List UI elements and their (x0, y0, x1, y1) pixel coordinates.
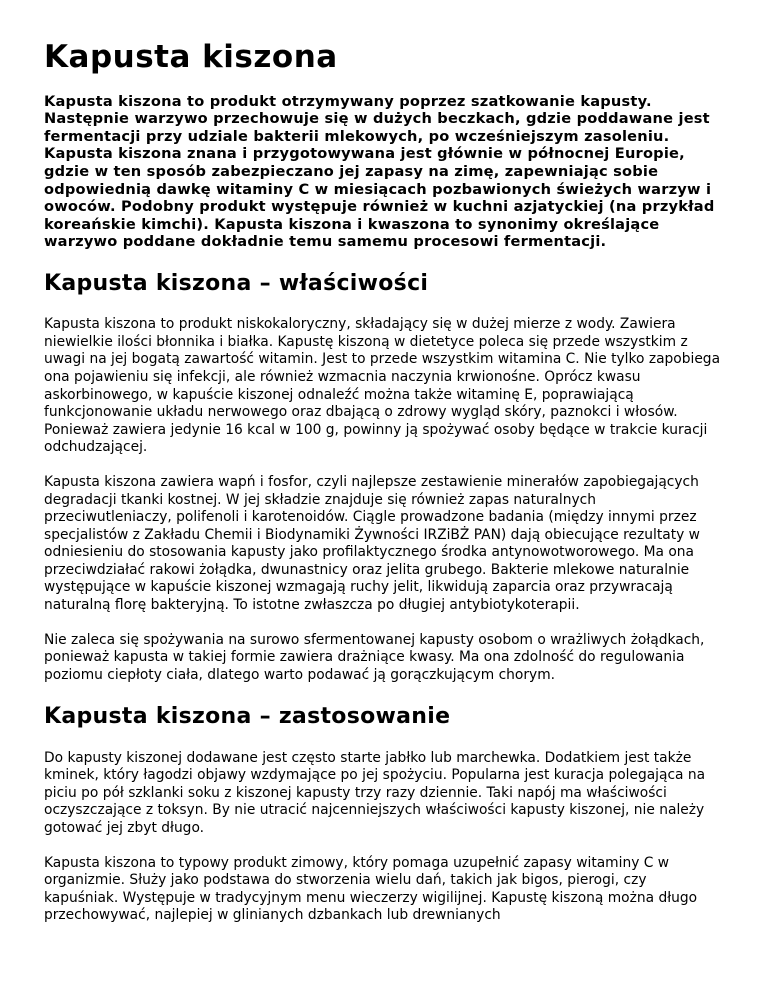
paragraph-zastosowanie-1: Do kapusty kiszonej dodawane jest często starte jabłko lub marchewka. Dodatkiem jest także kminek, który łagodzi objawy wzdymające po jej spożyciu. Popularna jest kuracja polegająca na piciu po pół szklanki soku z kiszonej kapusty trzy razy dziennie. Taki napój ma właściwości oczyszczające z toksyn. By nie utracić najcenniejszych właściwości kapusty kiszonej, nie należy gotować jej zbyt długo. (44, 749, 706, 837)
paragraph-wlasciwosci-3: Nie zaleca się spożywania na surowo sfermentowanej kapusty osobom o wrażliwych żołądkach, ponieważ kapusta w takiej formie zawiera drażniące kwasy. Ma ona zdolność do regulowania poziomu ciepłoty ciała, dlatego warto podawać ją gorączkującym chorym. (44, 631, 705, 683)
section-heading-wlasciwosci: Kapusta kiszona – właściwości (44, 270, 429, 296)
intro-paragraph: Kapusta kiszona to produkt otrzymywany poprzez szatkowanie kapusty. Następnie warzywo przechowuje się w dużych beczkach, gdzie poddawane jest fermentacji przy udziale bakterii mlekowych, po wcześniejszym zasoleniu. Kapusta kiszona znana i przygotowywana jest głównie w północnej Europie, gdzie w ten sposób zabezpieczano jej zapasy na zimę, zapewniając sobie odpowiednią dawkę witaminy C w miesiącach pozbawionych świeżych warzyw i owoców. Podobny produkt występuje również w kuchni azjatyckiej (na przykład koreańskie kimchi). Kapusta kiszona i kwaszona to synonimy określające warzywo poddane dokładnie temu samemu procesowi fermentacji. (44, 92, 715, 251)
paragraph-wlasciwosci-1: Kapusta kiszona to produkt niskokaloryczny, składający się w dużej mierze z wody. Zawiera niewielkie ilości błonnika i białka. Kapustę kiszoną w dietetyce poleca się przede wszystkim z uwagi na jej bogatą zawartość witamin. Jest to przede wszystkim witamina C. Nie tylko zapobiega ona pojawieniu się infekcji, ale również wzmacnia naczynia krwionośne. Oprócz kwasu askorbinowego, w kapuście kiszonej odnaleźć można także witaminę E, poprawiającą funkcjonowanie układu nerwowego oraz dbającą o zdrowy wygląd skóry, paznokci i włosów. Ponieważ zawiera jedynie 16 kcal w 100 g, powinny ją spożywać osoby będące w trakcie kuracji odchudzającej. (44, 316, 721, 456)
section-heading-zastosowanie: Kapusta kiszona – zastosowanie (44, 704, 451, 730)
page-title: Kapusta kiszona (44, 39, 338, 75)
paragraph-wlasciwosci-2: Kapusta kiszona zawiera wapń i fosfor, czyli najlepsze zestawienie minerałów zapobiegających degradacji tkanki kostnej. W jej składzie znajduje się również zapas naturalnych przeciwutleniaczy, polifenoli i karotenoidów. Ciągle prowadzone badania (między innymi przez specjalistów z Zakładu Chemii i Biodynamiki Żywności IRZiBŻ PAN) dają obiecujące rezultaty w odniesieniu do stosowania kapusty jako profilaktycznego środka antynowotworowego. Ma ona przeciwdziałać rakowi żołądka, dwunastnicy oraz jelita grubego. Bakterie mlekowe naturalnie występujące w kapuście kiszonej wzmagają ruchy jelit, likwidują zaparcia oraz przywracają naturalną florę bakteryjną. To istotne zwłaszcza po długiej antybiotykoterapii. (44, 473, 700, 614)
paragraph-zastosowanie-2: Kapusta kiszona to typowy produkt zimowy, który pomaga uzupełnić zapasy witaminy C w organizmie. Służy jako podstawa do stworzenia wielu dań, takich jak bigos, pierogi, czy kapuśniak. Występuje w tradycyjnym menu wieczerzy wigilijnej. Kapustę kiszoną można długo przechowywać, najlepiej w glinianych dzbankach lub drewnianych (44, 854, 698, 924)
